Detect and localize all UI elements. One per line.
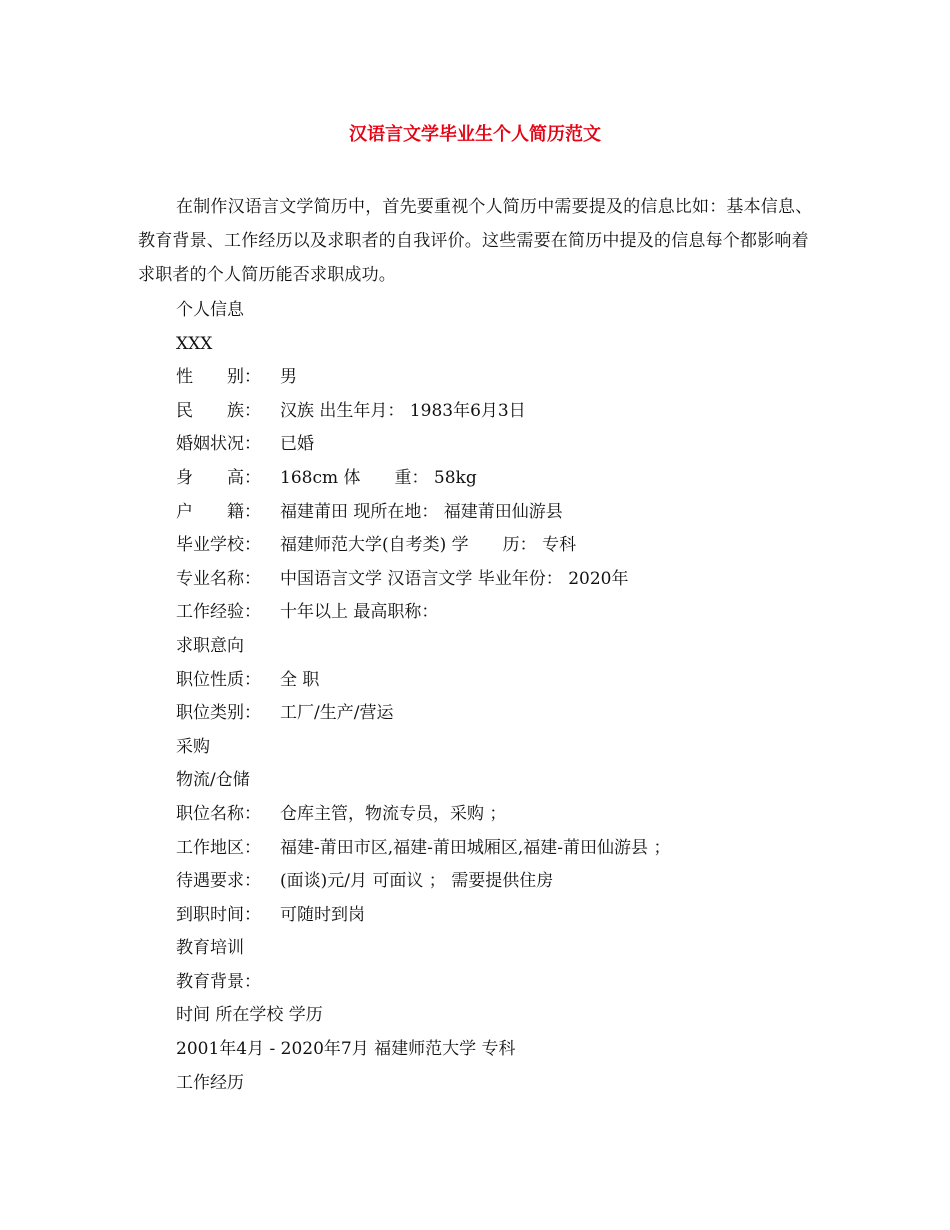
resume-line [176,395,670,429]
field-value: 工厂/生产/营运 [280,703,394,724]
field-value: 全 职 [280,669,320,690]
resume-line [176,764,670,798]
field-label: 毕业学校： [176,535,261,556]
line-text: 个人信息 [176,300,244,320]
line-text: 2001年4月 - 2020年7月 福建师范大学 专科 [176,1039,516,1060]
resume-line [176,563,670,597]
line-text: 求职意向 [176,635,244,656]
field-label: 到职时间： [176,904,261,925]
resume-line [176,462,670,496]
resume-line [176,899,670,933]
resume-lines [176,294,670,1100]
intro-paragraph: 在制作汉语言文学简历中，首先要重视个人简历中需要提及的信息比如：基本信息、教育背景、工作经历以及求职者的自我评价。这些需要在简历中提及的信息每个都影响着求职者的个人简历能否求职成功。 [138,197,813,285]
resume-line [176,294,670,328]
field-value: 男 [280,367,297,388]
field-value: 十年以上 最高职称： [280,602,439,623]
document-title: 汉语言文学毕业生个人简历范文 [349,124,601,145]
field-value: 福建-莆田市区,福建-莆田城厢区,福建-莆田仙游县 ； [280,837,671,858]
field-label: 户 籍： [176,501,261,522]
resume-line [176,529,670,563]
line-text: XXX [176,333,213,354]
field-value: (面谈)元/月 可面议 ； 需要提供住房 [280,871,554,892]
resume-line [176,1067,670,1101]
field-label: 专业名称： [176,568,261,589]
resume-line [176,966,670,1000]
resume-line [176,798,670,832]
field-value: 已婚 [280,434,314,455]
resume-line [176,1033,670,1067]
field-value: 福建师范大学(自考类) 学 历： 专科 [280,535,577,556]
resume-line [176,596,670,630]
line-text: 教育培训 [176,938,244,959]
field-label: 工作地区： [176,837,261,858]
field-value: 可随时到岗 [280,904,365,925]
field-label: 职位性质： [176,669,261,690]
resume-line [176,428,670,462]
resume-line [176,932,670,966]
resume-line [176,832,670,866]
resume-line [176,999,670,1033]
field-value: 168cm 体 重： 58kg [280,467,477,488]
line-text: 时间 所在学校 学历 [176,1005,323,1026]
field-label: 民 族： [176,400,261,421]
line-text: 采购 [176,736,210,757]
resume-line [176,630,670,664]
field-label: 身 高： [176,467,261,488]
resume-line [176,361,670,395]
resume-line [176,664,670,698]
resume-line [176,328,670,362]
line-text: 教育背景： [176,971,261,992]
field-label: 工作经验： [176,602,261,623]
field-value: 中国语言文学 汉语言文学 毕业年份： 2020年 [280,568,629,589]
resume-line [176,865,670,899]
field-value: 汉族 出生年月： 1983年6月3日 [280,400,526,421]
line-text: 物流/仓储 [176,770,250,791]
field-label: 职位名称： [176,803,261,824]
resume-line [176,697,670,731]
resume-line [176,496,670,530]
field-label: 待遇要求： [176,871,261,892]
field-value: 仓库主管，物流专员，采购 ； [280,803,507,824]
resume-line [176,731,670,765]
field-value: 福建莆田 现所在地： 福建莆田仙游县 [280,501,563,522]
line-text: 工作经历 [176,1072,244,1093]
field-label: 职位类别： [176,703,261,724]
field-label: 性 别： [176,367,261,388]
field-label: 婚姻状况： [176,434,261,455]
